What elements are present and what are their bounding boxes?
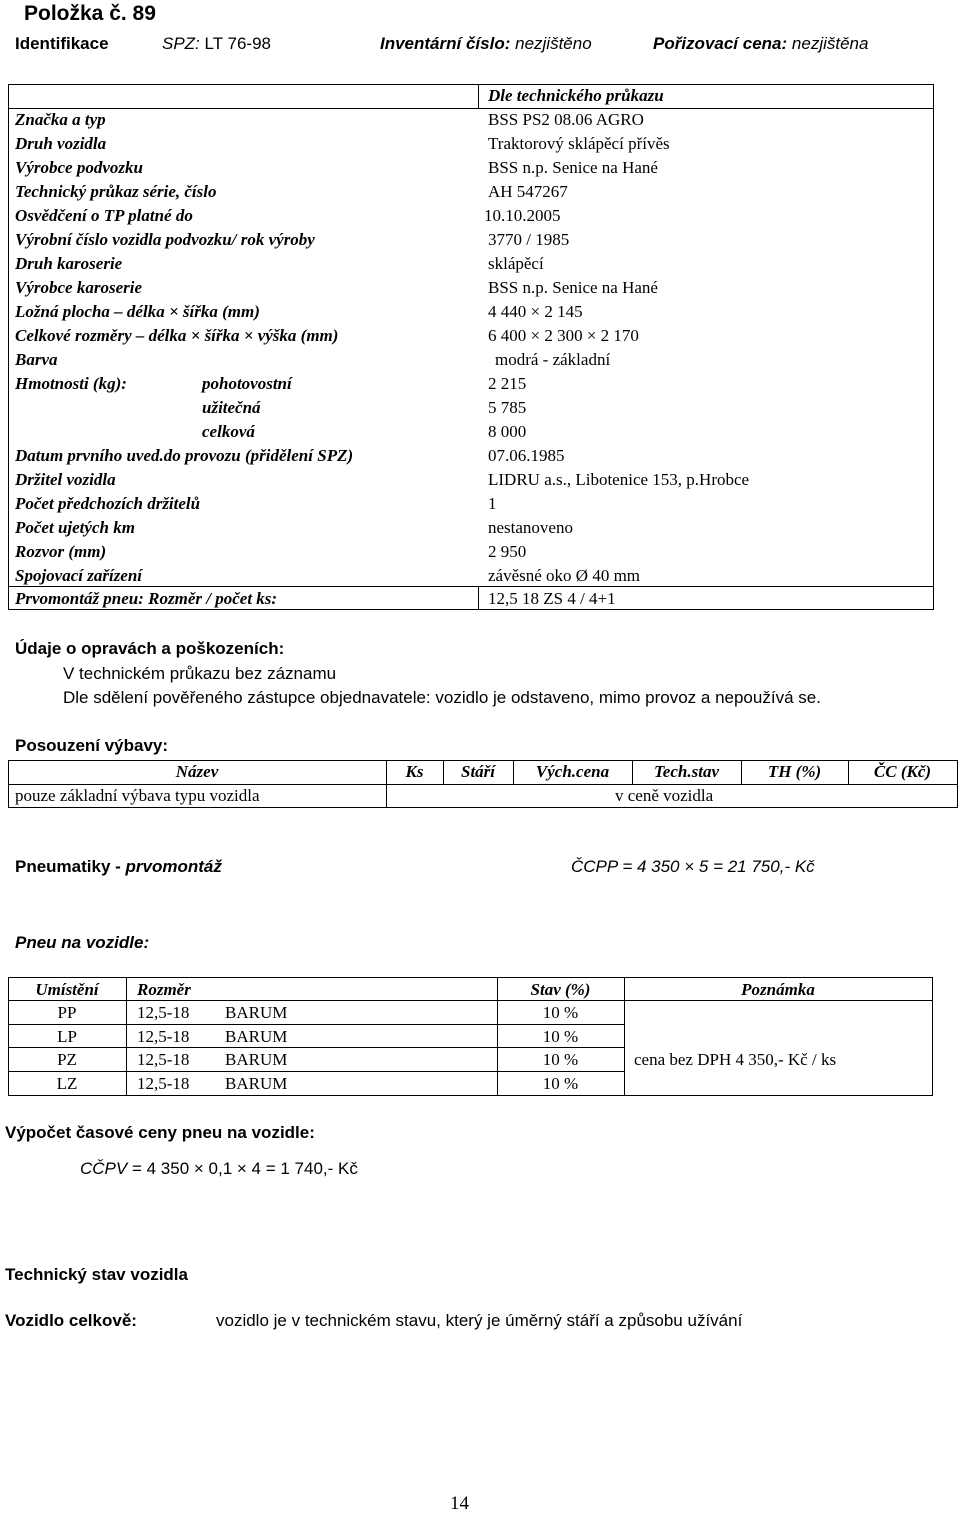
tech-value-holder: LIDRU a.s., Libotenice 153, p.Hrobce [488,470,750,489]
tech-label-wheelbase: Rozvor (mm) [15,542,107,561]
equipment-header-count: Ks [405,762,424,781]
condition-title: Technický stav vozidla [5,1265,188,1284]
tyre-row-4-size: 12,5-18 [137,1074,190,1093]
equipment-table-top-border [8,760,958,761]
time-price-formula-rest: = 4 350 × 0,1 × 4 = 1 740,- Kč [127,1159,358,1178]
equipment-header-name: Název [175,762,219,781]
tyres-table-header-border [8,1000,933,1001]
equipment-header-age: Stáří [460,762,496,781]
tyres-border-right [932,977,933,1095]
tyre-row-2-brand: BARUM [225,1027,288,1046]
tyres-header-note: Poznámka [741,980,815,999]
equipment-header-tech: Tech.stav [653,762,719,781]
tech-label-weights: Hmotnosti (kg): [15,374,127,393]
tech-sublabel-operational: pohotovostní [202,374,292,393]
tech-label-load-area: Ložná plocha – délka × šířka (mm) [15,302,260,321]
tyres-table-row-border-2 [8,1047,625,1048]
tech-value-brand: BSS PS2 08.06 AGRO [488,110,644,129]
tech-label-body-kind: Druh karoserie [15,254,123,273]
equipment-row-name: pouze základní výbava typu vozidla [15,786,260,805]
tech-label-first-registration: Datum prvního uved.do provozu (přidělení SPZ) [15,446,354,465]
tech-table-header-border [8,108,934,109]
tech-table-last-row-border [8,586,934,587]
tech-label-holder: Držitel vozidla [15,470,116,489]
tech-label-coupling: Spojovací zařízení [15,566,143,585]
tyres-on-vehicle-title: Pneu na vozidle: [15,933,150,952]
tyres-border-position [126,977,127,1095]
tyre-row-1-brand: BARUM [225,1003,288,1022]
tech-label-brand: Značka a typ [15,110,106,129]
tech-sublabel-total: celková [202,422,255,441]
equipment-header-cc: ČC (Kč) [873,762,932,781]
identification-label: Identifikace [15,34,109,53]
tech-label-color: Barva [15,350,58,369]
tyre-row-4-brand: BARUM [225,1074,288,1093]
time-price-formula-label: CČPV [80,1159,128,1178]
inventory-label: Inventární číslo: [380,34,511,53]
tech-value-mileage: nestanoveno [488,518,573,537]
spz-value: LT 76-98 [204,34,272,53]
tech-label-dimensions: Celkové rozměry – délka × šířka × výška (mm) [15,326,339,345]
tech-value-coupling: závěsné oko Ø 40 mm [488,566,641,585]
tech-value-wheelbase: 2 950 [488,542,527,561]
tech-table-top-border [8,84,934,85]
tyres-table-top-border [8,977,933,978]
equipment-table-bottom-border [8,807,958,808]
tyres-table-row-border-3 [8,1071,625,1072]
tyre-row-1-state: 10 % [542,1003,579,1022]
first-tyres-label-italic: prvomontáž [125,857,222,876]
repairs-line-2: Dle sdělení pověřeného zástupce objednavatele: vozidlo je odstaveno, mimo provoz a nepoužívá se. [63,688,821,707]
tyre-row-3-brand: BARUM [225,1050,288,1069]
tech-value-chassis-maker: BSS n.p. Senice na Hané [488,158,658,177]
tyre-row-3-state: 10 % [542,1050,579,1069]
tyres-header-state: Stav (%) [530,980,591,999]
tech-value-serial: 3770 / 1985 [488,230,570,249]
tech-label-first-tyres: Prvomontáž pneu: Rozměr / počet ks: [15,589,278,608]
tyres-table-row-border-1 [8,1024,625,1025]
condition-overall-label: Vozidlo celkově: [5,1311,137,1330]
tyre-row-3-position: PZ [57,1050,77,1069]
tech-value-color: modrá - základní [495,350,611,369]
tech-label-previous-holders: Počet předchozích držitelů [15,494,201,513]
cost-value: nezjištěna [791,34,869,53]
page-number: 14 [450,1493,469,1514]
inventory-value: nezjištěno [515,34,592,53]
tech-value-total: 8 000 [488,422,527,441]
repairs-title: Údaje o opravách a poškozeních: [15,639,285,658]
tech-table-bottom-border [8,609,934,610]
tech-label-body-maker: Výrobce karoserie [15,278,143,297]
tech-value-registration-doc: AH 547267 [488,182,568,201]
time-price-title-text: Výpočet časové ceny pneu na vozidle: [5,1123,315,1142]
tech-label-registration-doc: Technický průkaz série, číslo [15,182,217,201]
time-price-title [5,1123,315,1143]
tyre-row-1-size: 12,5-18 [137,1003,190,1022]
tyres-table-bottom-border [8,1095,933,1096]
tech-table-last-divider [478,586,479,609]
tyres-header-size: Rozměr [137,980,191,999]
tech-table-right-border [933,84,934,609]
tech-value-first-registration: 07.06.1985 [488,446,565,465]
tech-value-body-maker: BSS n.p. Senice na Hané [488,278,658,297]
tech-sublabel-payload: užitečná [202,398,261,417]
tech-value-load-area: 4 440 × 2 145 [488,302,583,321]
inventory-field [380,34,592,54]
tyre-row-2-size: 12,5-18 [137,1027,190,1046]
tech-label-mileage: Počet ujetých km [15,518,135,537]
equipment-border-right [957,760,958,807]
time-price-formula [80,1159,358,1179]
equipment-title: Posouzení výbavy: [15,736,169,755]
tyre-row-4-position: LZ [56,1074,78,1093]
equipment-table-mid-border [8,784,958,785]
tech-value-operational: 2 215 [488,374,527,393]
tech-label-serial: Výrobní číslo vozidla podvozku/ rok výroby [15,230,315,249]
tech-value-body-kind: sklápěcí [488,254,544,273]
first-tyres-formula: ČCPP = 4 350 × 5 = 21 750,- Kč [571,857,815,876]
tyre-row-1-position: PP [57,1003,77,1022]
tech-table-header: Dle technického průkazu [488,86,664,105]
spz-label: SPZ: [162,34,200,53]
equipment-row-value: v ceně vozidla [615,786,714,805]
tech-label-vehicle-kind: Druh vozidla [15,134,107,153]
tech-label-chassis-maker: Výrobce podvozku [15,158,143,177]
equipment-header-th: TH (%) [767,762,822,781]
tech-value-dimensions: 6 400 × 2 300 × 2 170 [488,326,639,345]
tech-value-payload: 5 785 [488,398,527,417]
first-tyres-label [15,857,222,877]
tech-value-vehicle-kind: Traktorový sklápěcí přívěs [488,134,670,153]
repairs-line-1: V technickém průkazu bez záznamu [63,664,337,683]
tyres-header-position: Umístění [35,980,99,999]
tyres-note: cena bez DPH 4 350,- Kč / ks [634,1050,837,1069]
tyre-row-4-state: 10 % [542,1074,579,1093]
page-title: Položka č. 89 [24,2,156,25]
tech-table-left-border [8,84,9,609]
condition-overall-value: vozidlo je v technickém stavu, který je úměrný stáří a způsobu užívání [216,1311,743,1330]
tyre-row-2-position: LP [57,1027,77,1046]
equipment-header-price: Vých.cena [535,762,610,781]
tech-label-certificate: Osvědčení o TP platné do [15,206,193,225]
first-tyres-label-bold: Pneumatiky - [15,857,126,876]
tech-value-certificate: 10.10.2005 [484,206,561,225]
tyre-row-2-state: 10 % [542,1027,579,1046]
spz-field [162,34,271,54]
cost-field [653,34,868,54]
tyre-row-3-size: 12,5-18 [137,1050,190,1069]
tech-value-first-tyres: 12,5 18 ZS 4 / 4+1 [488,589,616,608]
tech-table-header-divider [478,84,479,108]
tech-value-previous-holders: 1 [488,494,497,513]
cost-label: Pořizovací cena: [653,34,788,53]
